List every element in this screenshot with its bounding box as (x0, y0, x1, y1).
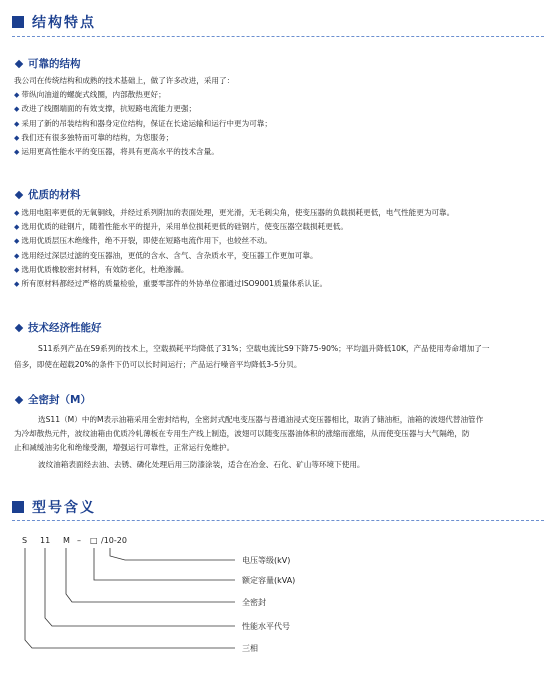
connector-lines (25, 548, 235, 648)
list-item: ◆ 选用电阻率更低的无氧铜线，并经过系列附加的表面处理，更光滑，无毛刺尖角，使变压器的负载损耗更低，电气性能更为可靠。 (14, 206, 542, 220)
connector-phase (25, 548, 235, 648)
bullet-diamond-icon: ◆ (14, 119, 20, 128)
subheading-reliable (16, 56, 81, 71)
subheading-materials (16, 187, 81, 202)
code-s: S (22, 536, 28, 545)
subheading-title: 全密封（M） (28, 394, 91, 406)
connector-voltage (110, 548, 235, 560)
list-item: ◆ 改进了线圈端面的有效支撑，抗短路电流能力更强； (14, 102, 542, 116)
subheading-sealed (16, 392, 91, 407)
label-sealed: 全密封 (242, 598, 266, 607)
bullet-diamond-icon: ◆ (14, 91, 20, 100)
paragraph-line: 倍多，即使在超载20%的条件下仍可以长时间运行；产品运行噪音平均降低3-5分贝。 (14, 360, 302, 370)
model-diagram (0, 530, 554, 677)
bullet-diamond-icon: ◆ (14, 148, 20, 157)
section-title-structure: 结构特点 (32, 15, 96, 31)
bullet-diamond-icon: ◆ (14, 209, 20, 217)
list-item: ◆ 带纵向油道的螺旋式线圈，内部散热更好； (14, 88, 542, 102)
code-box: □ (90, 536, 98, 545)
sealed-paragraph (14, 413, 542, 472)
paragraph-line: 波纹油箱表面经去油、去锈、磷化处理后用三防漆涂装，适合在冶金、石化、矿山等环境下使用。 (38, 459, 365, 469)
label-capacity: 额定容量(kVA) (242, 576, 296, 585)
bullet-diamond-icon: ◆ (14, 105, 20, 114)
code-voltage: /10-20 (101, 536, 127, 545)
section-title-model: 型号含义 (32, 500, 96, 516)
diamond-icon (15, 323, 23, 331)
bullet-diamond-icon: ◆ (14, 133, 20, 142)
list-item: ◆ 所有原材料都经过严格的质量检验，重要零部件的外协单位都通过ISO9001质量体系认证。 (14, 277, 542, 291)
subheading-economy (16, 320, 102, 335)
bullet-diamond-icon: ◆ (14, 280, 20, 289)
code-m: M (63, 536, 70, 545)
section-square-icon (12, 16, 24, 28)
list-item: ◆ 采用了新的吊装结构和器身定位结构，保证在长途运输和运行中更为可靠； (14, 117, 542, 131)
materials-list (14, 206, 542, 291)
list-item: ◆ 运用更高性能水平的变压器，将具有更高水平的技术含量。 (14, 145, 542, 159)
subheading-title: 技术经济性能好 (28, 322, 102, 334)
paragraph-line: 选S11（M）中的M表示油箱采用全密封结构，全密封式配电变压器与普通油浸式变压器相比，取消了储油柜，油箱的波翅代替油管作 (38, 415, 484, 424)
paragraph-line: S11系列产品在S9系列的技术上，空载损耗平均降低了31%；空载电流比S9下降75-90%；平均温升降低10K，产品使用寿命增加了一 (38, 344, 490, 353)
subheading-title: 可靠的结构 (28, 58, 81, 70)
bullet-diamond-icon: ◆ (14, 223, 20, 232)
list-item: ◆ 我们还有很多独特而可靠的结构，为您服务； (14, 131, 542, 145)
diamond-icon (15, 59, 23, 67)
label-voltage: 电压等级(kV) (242, 556, 291, 565)
code-11: 11 (40, 536, 51, 545)
section-divider (12, 36, 544, 37)
list-item: ◆ 选用经过深层过滤的变压器油，更低的含水、含气、含杂质水平，变压器工作更加可靠。 (14, 249, 542, 263)
bullet-diamond-icon: ◆ (14, 265, 20, 274)
paragraph-line: 为冷却散热元件，波纹油箱由优质冷轧薄板在专用生产线上制造，波翅可以随变压器油体积的涨缩而涨缩，从而使变压器与大气隔绝，防 (14, 429, 470, 439)
section-divider (12, 520, 544, 521)
reliable-list (14, 74, 542, 159)
section-header-structure (12, 12, 96, 32)
economy-paragraph (14, 342, 542, 372)
diamond-icon (15, 190, 23, 198)
list-item: ◆ 选用优质的硅钢片，随着性能水平的提升，采用单位损耗更低的硅钢片，使变压器空载损耗更低。 (14, 220, 542, 234)
paragraph-line: 止和减缓油劣化和绝缘受潮，增强运行可靠性，正常运行免维护。 (14, 443, 235, 453)
connector-sealed (66, 548, 235, 602)
section-square-icon (12, 501, 24, 513)
code-dash: – (77, 536, 81, 545)
subheading-title: 优质的材料 (28, 189, 81, 201)
label-phase: 三相 (242, 644, 258, 653)
label-level: 性能水平代号 (242, 622, 290, 631)
intro-text: 我公司在传统结构和成熟的技术基础上，做了许多改进，采用了： (14, 76, 235, 85)
list-item: ◆ 选用优质橡胶密封材料，有效防老化，杜绝渗漏。 (14, 263, 542, 277)
diamond-icon (15, 395, 23, 403)
bullet-diamond-icon: ◆ (14, 237, 20, 246)
connector-capacity (94, 548, 235, 580)
bullet-diamond-icon: ◆ (14, 251, 20, 260)
list-item: ◆ 选用优质层压木绝缘件，绝不开裂，即使在短路电流作用下，也较丝不动。 (14, 234, 542, 248)
section-header-model (12, 497, 96, 517)
